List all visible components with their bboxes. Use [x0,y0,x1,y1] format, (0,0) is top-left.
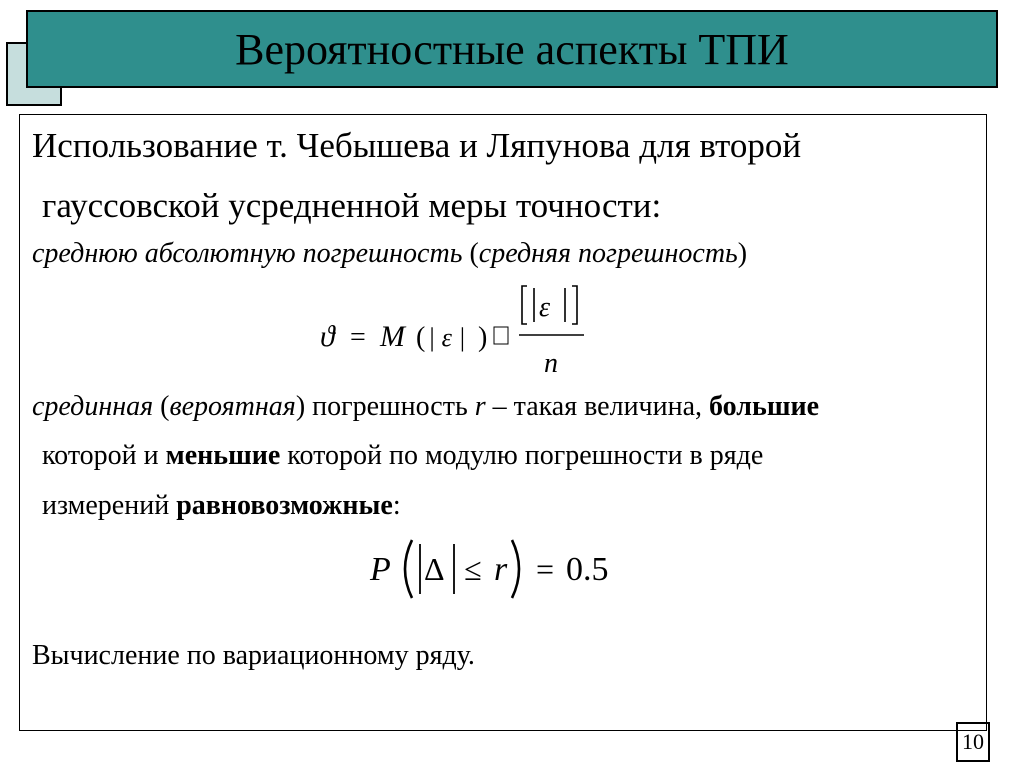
glyph-box-shape [494,327,508,344]
r-symbol: r [494,551,508,588]
body-line-4 [32,391,819,423]
text-segment: – такая величина, [485,391,710,422]
abs-epsilon: | ε | [428,323,466,352]
body-line-5 [42,440,763,472]
slide-title: Вероятностные аспекты ТПИ [235,24,789,74]
le-symbol: ≤ [464,551,482,587]
delta-symbol: Δ [424,551,445,587]
equals-sign: = [536,551,555,587]
equals-sign: = [350,322,366,353]
numerator-epsilon: ε [539,292,551,323]
big-close-paren [512,540,519,598]
left-bracket [522,286,527,324]
body-line-1: Использование т. Чебышева и Ляпунова для второй [32,126,802,165]
paren-open: ( [153,391,170,422]
open-paren: ( [416,322,426,353]
text-segment: ) погрешность [295,391,475,422]
bold-equiprobable: равновозможные [176,490,393,521]
M-symbol: M [380,320,405,353]
formula-probable-error [366,536,636,606]
body-line-6 [42,490,401,522]
mean-abs-error-term: среднюю абсолютную погрешность [32,238,463,269]
denominator-n: n [544,348,558,379]
body-line-2: гауссовской усредненной меры точности: [42,186,662,225]
mean-error-term: средняя погрешность [478,238,738,269]
close-paren: ) [478,322,488,353]
big-open-paren [405,540,412,598]
paren-open: ( [462,238,479,269]
text-segment: : [392,490,401,521]
paren-close: ) [737,238,748,269]
text-segment: которой и [42,440,166,471]
body-line-7: Вычисление по вариационному ряду. [32,640,475,671]
bold-smaller: меньшие [165,440,281,471]
formula-mean-abs-error [316,282,606,382]
body-line-3 [32,238,747,270]
value-half: 0.5 [566,551,609,588]
P-symbol: P [370,551,391,588]
probable-error-term: вероятная [169,391,296,422]
page-number: 10 [956,722,990,762]
theta-symbol: ϑ [320,320,335,353]
r-variable: r [474,391,486,422]
text-segment: которой по модулю погрешности в ряде [280,440,764,471]
bold-larger: большие [709,391,820,422]
text-segment: измерений [42,490,177,521]
right-bracket [572,286,577,324]
median-error-term: срединная [32,391,154,422]
